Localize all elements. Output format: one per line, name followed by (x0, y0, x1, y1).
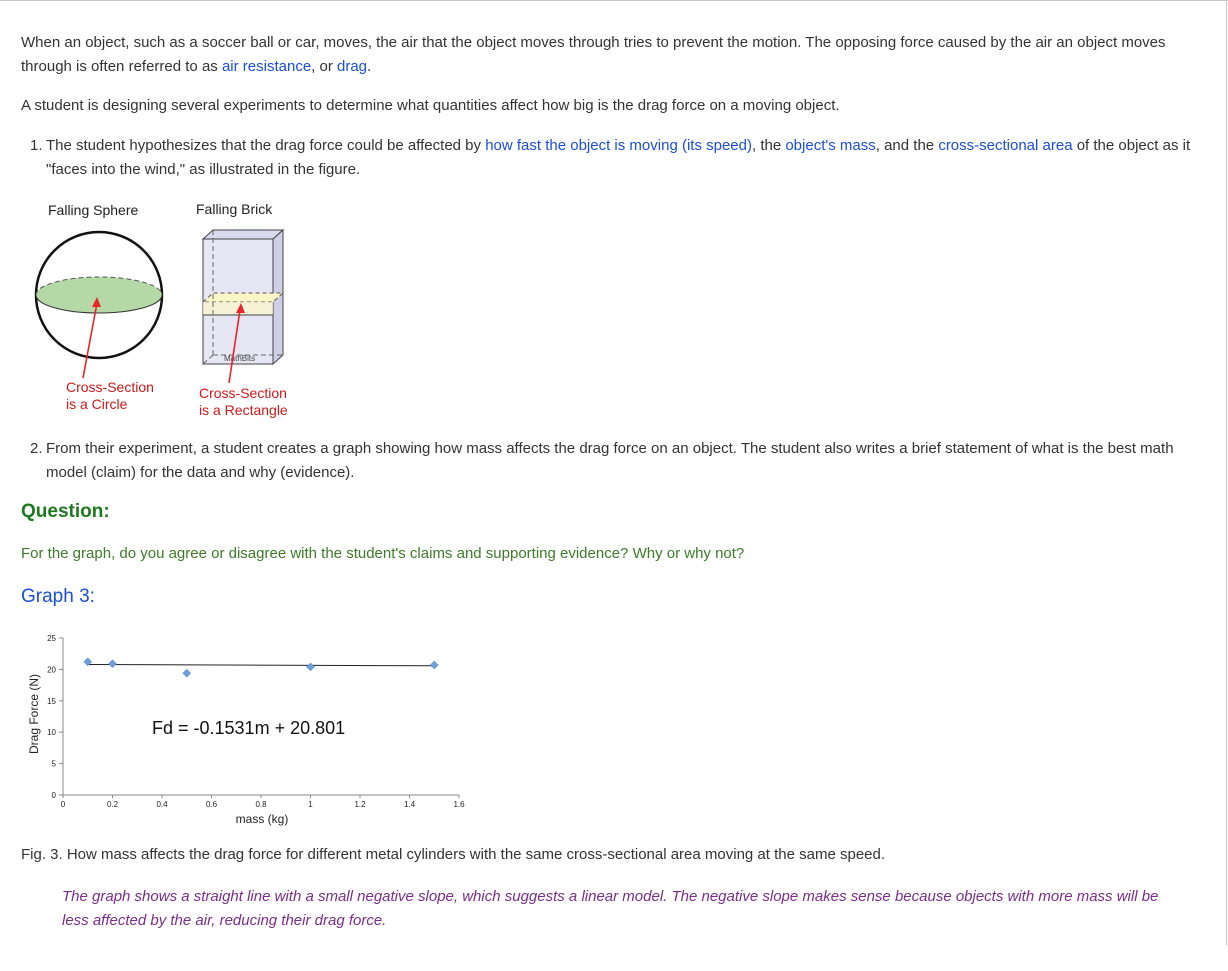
sphere-label-line1: Cross-Section (66, 379, 154, 395)
y-tick-label: 0 (51, 791, 56, 800)
x-tick-label: 1.2 (354, 800, 366, 809)
data-point (430, 661, 438, 669)
sphere-label-line2: is a Circle (66, 396, 128, 412)
data-point (183, 669, 191, 677)
x-tick-label: 1.4 (403, 800, 416, 809)
keyword-mass: object's mass (785, 137, 876, 154)
intro-text: When an object, such as a soccer ball or car, moves, the air that the object moves through tries to prevent the motion. The opposing force caused by the air an object moves through is often referred to as (21, 34, 1166, 75)
item1-text-b: , the (751, 137, 786, 154)
intro-paragraph (21, 31, 1191, 79)
x-tick-label: 0.4 (156, 800, 168, 809)
brick-label-line2: is a Rectangle (199, 402, 288, 418)
graph-heading: Graph 3: (21, 586, 95, 607)
brick-illustration (203, 230, 283, 383)
intro-text-end: . (367, 58, 372, 75)
term-drag: drag (337, 58, 368, 75)
keyword-area: cross-sectional area (938, 137, 1073, 154)
item1-text-d: of the object as it "faces into the wind," as illustrated in the figure. (46, 137, 1191, 178)
student-answer: The graph shows a straight line with a small negative slope, which suggests a linear model. The negative slope makes sense because objects with more mass will be less affected by the air, reducing their drag force. (62, 888, 1159, 929)
x-tick-label: 0 (60, 800, 66, 809)
y-axis-label: Drag Force (N) (27, 673, 41, 755)
list-item-2-text: From their experiment, a student creates a graph showing how mass affects the drag force on an object. The student also writes a brief statement of what is the best math model (claim) for the data and why (evidence). (46, 440, 1174, 481)
context-paragraph: A student is designing several experiments to determine what quantities affect how big is the drag force on a moving object. (21, 97, 840, 114)
list-item-1-text (30, 134, 1200, 182)
x-tick-label: 1.6 (453, 800, 465, 809)
question-heading: Question: (21, 501, 110, 522)
trendline-equation: Fd = -0.1531m + 20.801 (152, 718, 346, 738)
x-tick-label: 0.8 (255, 800, 267, 809)
top-border (0, 0, 1228, 1)
right-border (1226, 0, 1227, 945)
list-item-1 (30, 134, 1200, 182)
keyword-speed: how fast the object is moving (its speed) (485, 137, 752, 154)
term-air-resistance: air resistance (221, 58, 312, 75)
figure-caption: Fig. 3. How mass affects the drag force for different metal cylinders with the same cross-sectional area moving at the same speed. (21, 846, 886, 863)
x-tick-label: 1 (308, 800, 313, 809)
question-text: For the graph, do you agree or disagree with the student's claims and supporting evidence? Why or why not? (21, 545, 745, 562)
x-axis-label: mass (kg) (235, 812, 289, 826)
sphere-title: Falling Sphere (48, 202, 139, 218)
rectangle-cross-section (203, 293, 283, 302)
brick-label-line1: Cross-Section (199, 385, 287, 401)
y-tick-label: 5 (51, 759, 56, 769)
list-item-2 (30, 437, 1200, 485)
x-tick-label: 0.2 (106, 800, 119, 809)
intro-text-between: , or (311, 58, 337, 75)
y-tick-label: 20 (47, 665, 56, 675)
trendline (88, 664, 435, 665)
data-point (307, 663, 315, 671)
list-number-1: 1. (30, 137, 43, 154)
item1-text-c: , and the (875, 137, 939, 154)
list-number-2: 2. (30, 440, 43, 457)
y-tick-label: 10 (47, 728, 56, 738)
data-point (109, 660, 117, 668)
y-tick-label: 25 (47, 634, 56, 643)
drag-force-chart (22, 628, 482, 832)
brick-title: Falling Brick (196, 201, 273, 217)
x-tick-label: 0.6 (205, 800, 218, 809)
mathbits-watermark: MathBits (224, 354, 256, 363)
y-tick-label: 15 (47, 696, 56, 706)
sphere-illustration (36, 232, 162, 378)
cross-section-figure (20, 195, 310, 425)
item1-text-a: The student hypothesizes that the drag force could be affected by (46, 137, 486, 154)
